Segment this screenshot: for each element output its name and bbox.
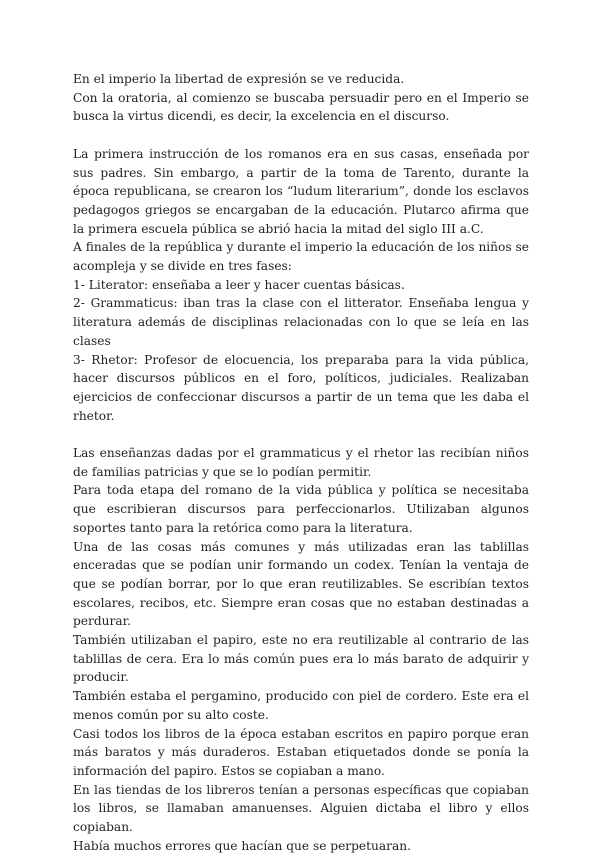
paragraph-fase-grammaticus: 2- Grammaticus: iban tras la clase con el litterator. Enseñaba lengua y literatura además de disciplinas relacionadas con lo que se leía en las clases	[73, 296, 529, 348]
paragraph-etapa-romano: Para toda etapa del romano de la vida pública y política se necesitaba que escribieran discursos para perfeccionarlos. Utilizaban algunos soportes tanto para la retórica como para la literatura.	[73, 483, 529, 535]
paragraph-pergamino: También estaba el pergamino, producido con piel de cordero. Este era el menos común por su alto coste.	[73, 689, 529, 722]
paragraph-libros: Casi todos los libros de la época estaban escritos en papiro porque eran más baratos y más duraderos. Estaban etiquetados donde se ponía la información del papiro. Estos se copiaban a mano.	[73, 726, 529, 778]
paragraph-ensenanzas: Las enseñanzas dadas por el grammaticus y el rhetor las recibían niños de familias patricias y que se lo podían permitir.	[73, 446, 529, 479]
paragraph-primera-instruccion: La primera instrucción de los romanos era en sus casas, enseñada por sus padres. Sin embargo, a partir de la toma de Tarento, durante la época republicana, se crearon los “ludum literarium”, donde los esclavos pedagogos griegos se encargaban de la educación. Plutarco afirma que la primera escuela pública se abrió hacia la mitad del siglo III a.C.	[73, 146, 529, 236]
paragraph-errores: Había muchos errores que hacían que se perpetuaran.	[73, 838, 411, 853]
paragraph-libertad: En el imperio la libertad de expresión se ve reducida.	[73, 72, 405, 86]
paragraph-libreros: En las tiendas de los libreros tenían a personas específicas que copiaban los libros, se llamaban amanuenses. Alguien dictaba el libro y ellos copiaban.	[73, 782, 529, 835]
blank-line	[73, 425, 529, 444]
paragraph-oratoria: Con la oratoria, al comienzo se buscaba persuadir pero en el Imperio se busca la virtus dicendi, es decir, la excelencia en el discurso.	[73, 90, 529, 124]
paragraph-tablillas: Una de las cosas más comunes y más utilizadas eran las tablillas enceradas que se podían unir formando un codex. Tenían la ventaja de que se podían borrar, por lo que eran reutilizables. Se escribían textos escolares, recibos, etc. Siempre eran cosas que no estaban destinadas a perdurar.	[73, 539, 529, 629]
paragraph-finales-republica: A finales de la república y durante el imperio la educación de los niños se acompleja y se divide en tres fases:	[73, 240, 529, 274]
document-page	[73, 70, 529, 856]
paragraph-fase-rhetor: 3- Rhetor: Profesor de elocuencia, los preparaba para la vida pública, hacer discursos públicos en el foro, políticos, judiciales. Realizaban ejercicios de confeccionar discursos a partir de un tema que les daba el rhetor.	[73, 352, 529, 423]
paragraph-papiro: También utilizaban el papiro, este no era reutilizable al contrario de las tablillas de cera. Era lo más común pues era lo más barato de adquirir y producir.	[73, 633, 529, 685]
paragraph-fase-literator: 1- Literator: enseñaba a leer y hacer cuentas básicas.	[73, 277, 405, 292]
blank-line	[73, 126, 529, 145]
